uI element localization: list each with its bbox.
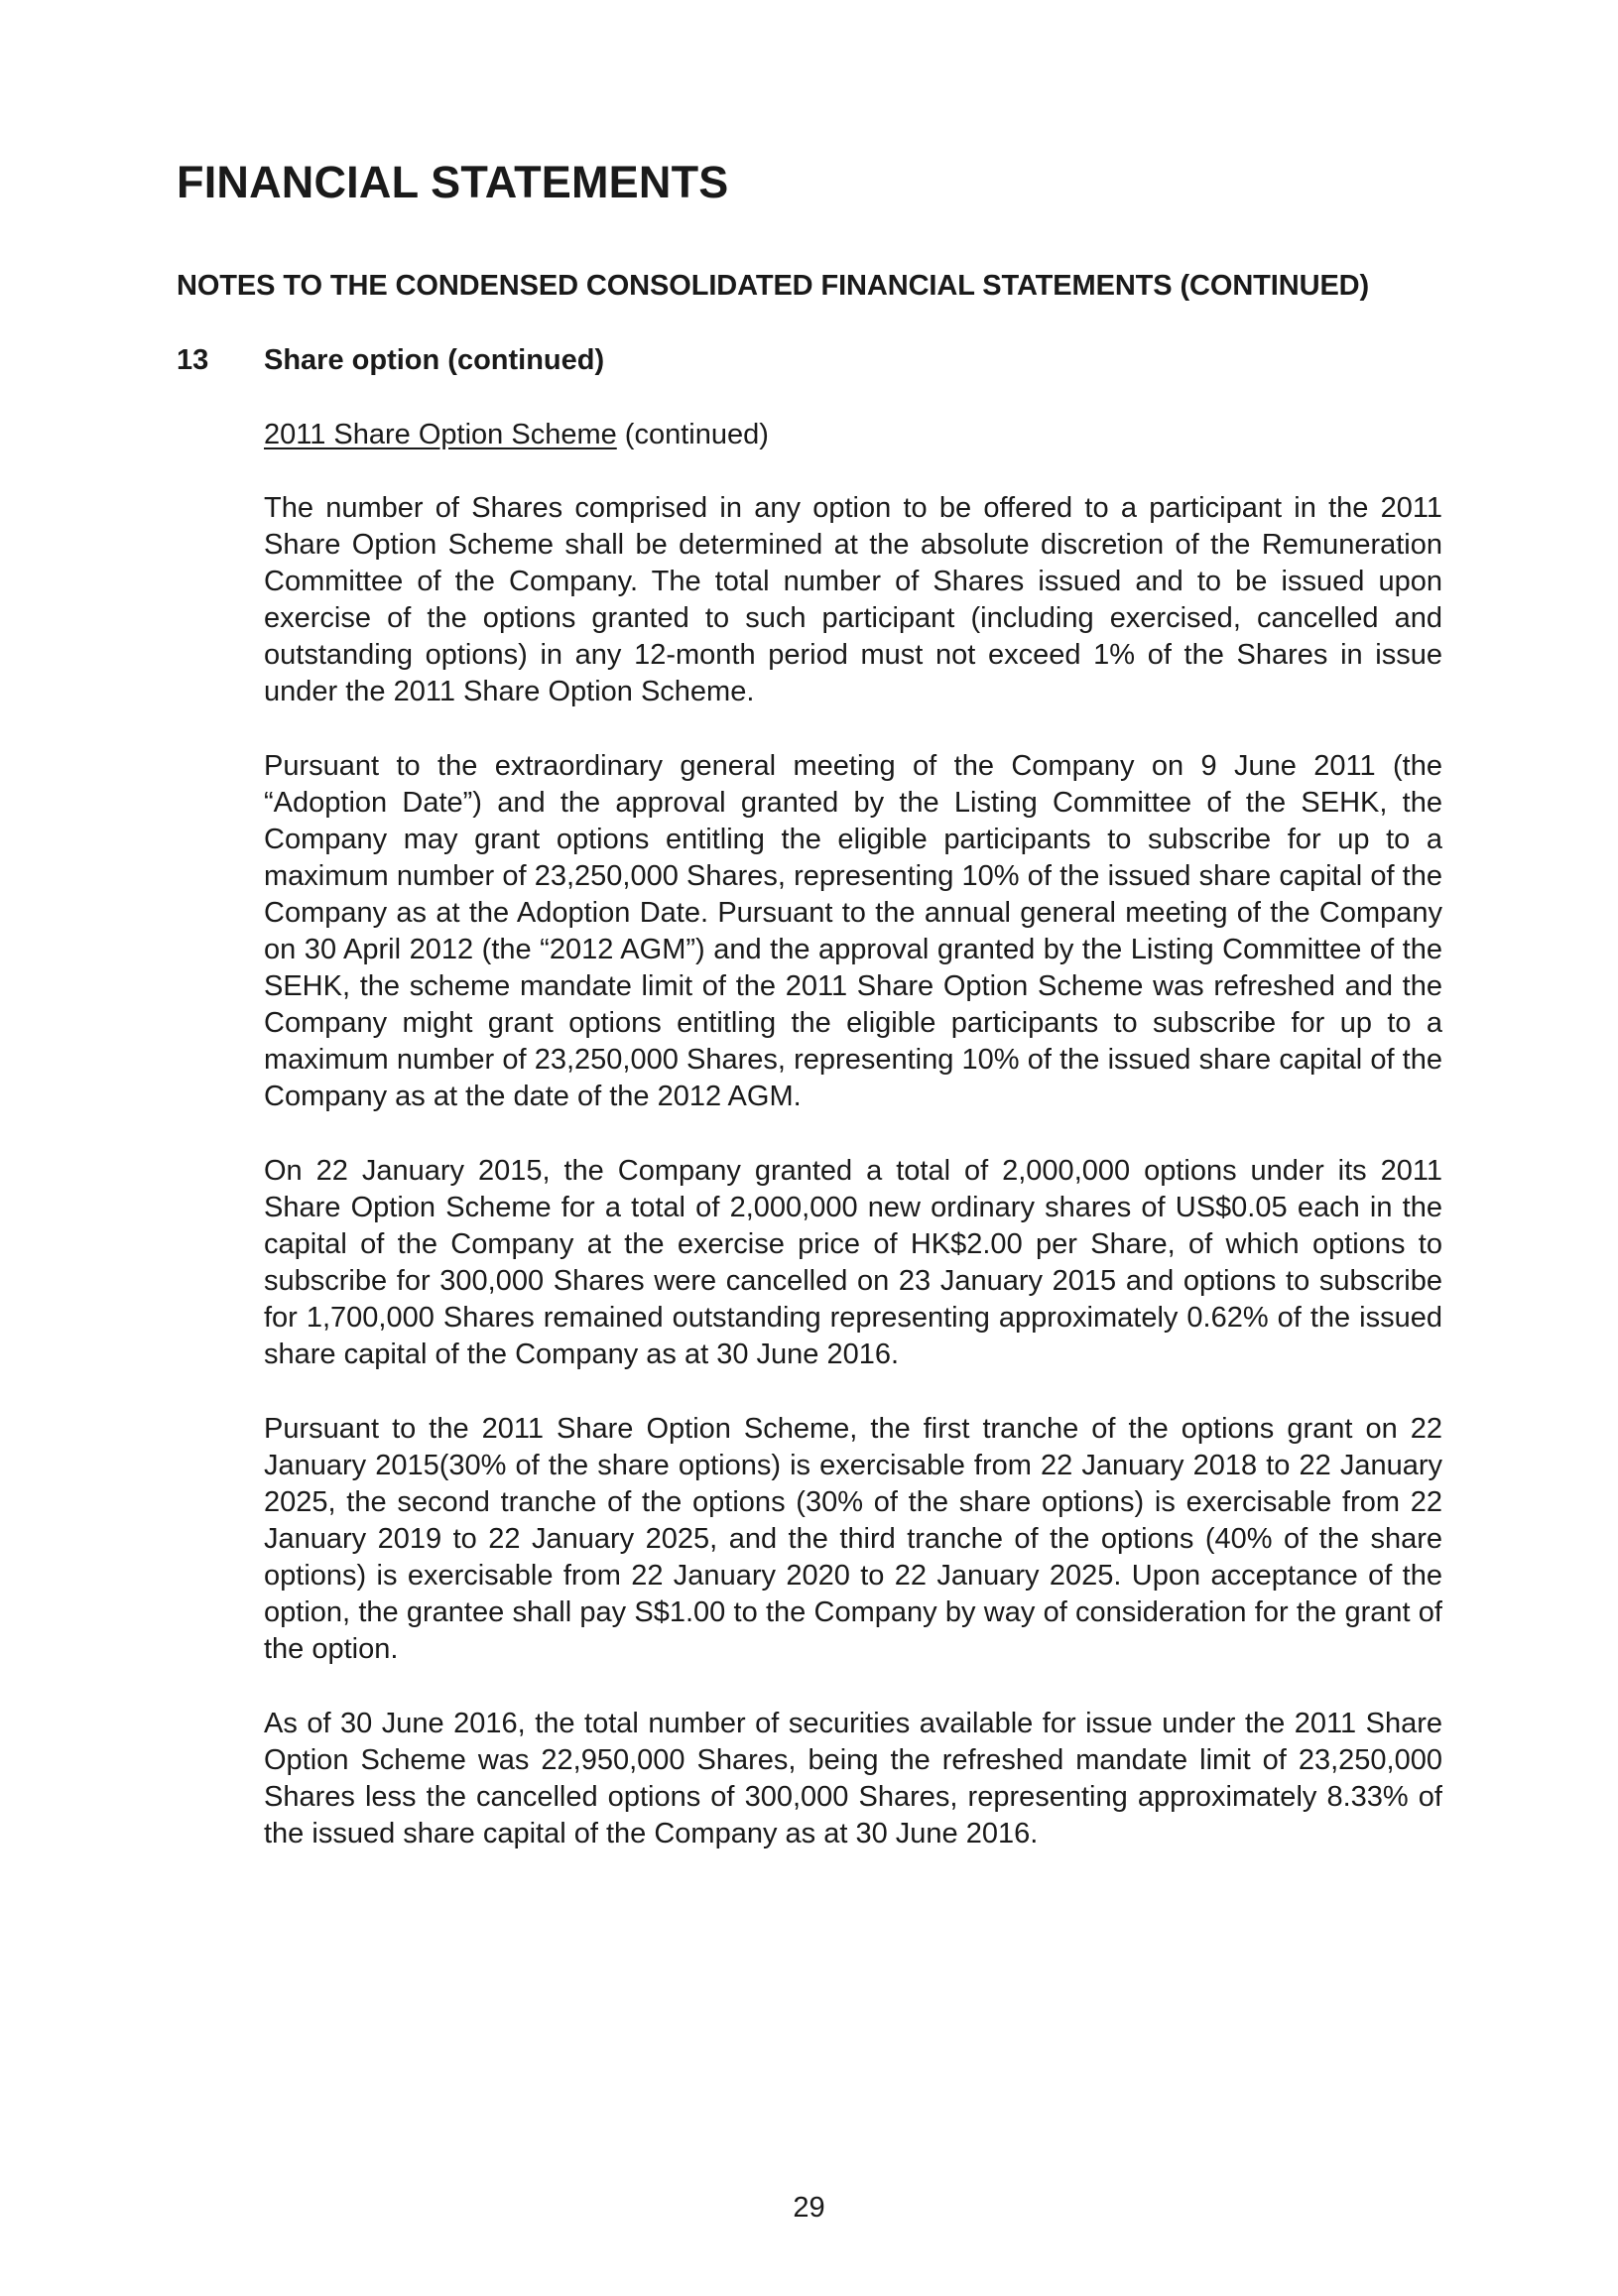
paragraph-available-securities: As of 30 June 2016, the total number of securities available for issue under the 2011 Share Option Scheme was 22,950,000 Shares, being the refreshed mandate limit of 23,250,000 Shares less the cancelled options of 300,000 Shares, representing approximately 8.33% of the issued share capital of the Company as at 30 June 2016. (264, 1708, 1442, 1850)
section-heading (177, 344, 604, 377)
paragraph-grant-details: On 22 January 2015, the Company granted a total of 2,000,000 options under its 2011 Share Option Scheme for a total of 2,000,000 new ordinary shares of US$0.05 each in the capital of the Company at the exercise price of HK$2.00 per Share, of which options to subscribe for 300,000 Shares were cancelled on 23 January 2015 and options to subscribe for 1,700,000 Shares remained outstanding representing approximately 0.62% of the issued share capital of the Company as at 30 June 2016. (264, 1155, 1442, 1370)
paragraph-mandate-limit: Pursuant to the extraordinary general meeting of the Company on 9 June 2011 (the “Adoption Date”) and the approval granted by the Listing Committee of the SEHK, the Company may grant options entitling the eligible participants to subscribe for up to a maximum number of 23,250,000 Shares, representing 10% of the issued share capital of the Company as at the Adoption Date. Pursuant to the annual general meeting of the Company on 30 April 2012 (the “2012 AGM”) and the approval granted by the Listing Committee of the SEHK, the scheme mandate limit of the 2011 Share Option Scheme was refreshed and the Company might grant options entitling the eligible participants to subscribe for up to a maximum number of 23,250,000 Shares, representing 10% of the issued share capital of the Company as at the date of the 2012 AGM. (264, 750, 1442, 1112)
document-title: FINANCIAL STATEMENTS (177, 157, 729, 207)
section-title: Share option (continued) (264, 344, 605, 376)
scheme-continued: (continued) (616, 419, 769, 450)
scheme-name: 2011 Share Option Scheme (264, 419, 617, 450)
paragraph-tranches: Pursuant to the 2011 Share Option Scheme, the first tranche of the options grant on 22 January 2015(30% of the share options) is exercisable from 22 January 2018 to 22 January 2025, the second tranche of the options (30% of the share options) is exercisable from 22 January 2019 to 22 January 2025, and the third tranche of the options (40% of the share options) is exercisable from 22 January 2020 to 22 January 2025. Upon acceptance of the option, the grantee shall pay S$1.00 to the Company by way of consideration for the grant of the option. (264, 1413, 1442, 1665)
section-number: 13 (177, 344, 209, 376)
notes-heading: NOTES TO THE CONDENSED CONSOLIDATED FINANCIAL STATEMENTS (CONTINUED) (177, 270, 1370, 302)
scheme-subheading (264, 417, 1442, 453)
page-number: 29 (793, 2192, 825, 2224)
paragraph-share-limit: The number of Shares comprised in any option to be offered to a participant in the 2011 Share Option Scheme shall be determined at the absolute discretion of the Remuneration Committee of the Company. The total number of Shares issued and to be issued upon exercise of the options granted to such participant (including exercised, cancelled and outstanding options) in any 12-month period must not exceed 1% of the Shares in issue under the 2011 Share Option Scheme. (264, 492, 1442, 707)
section-body (264, 417, 1442, 1890)
